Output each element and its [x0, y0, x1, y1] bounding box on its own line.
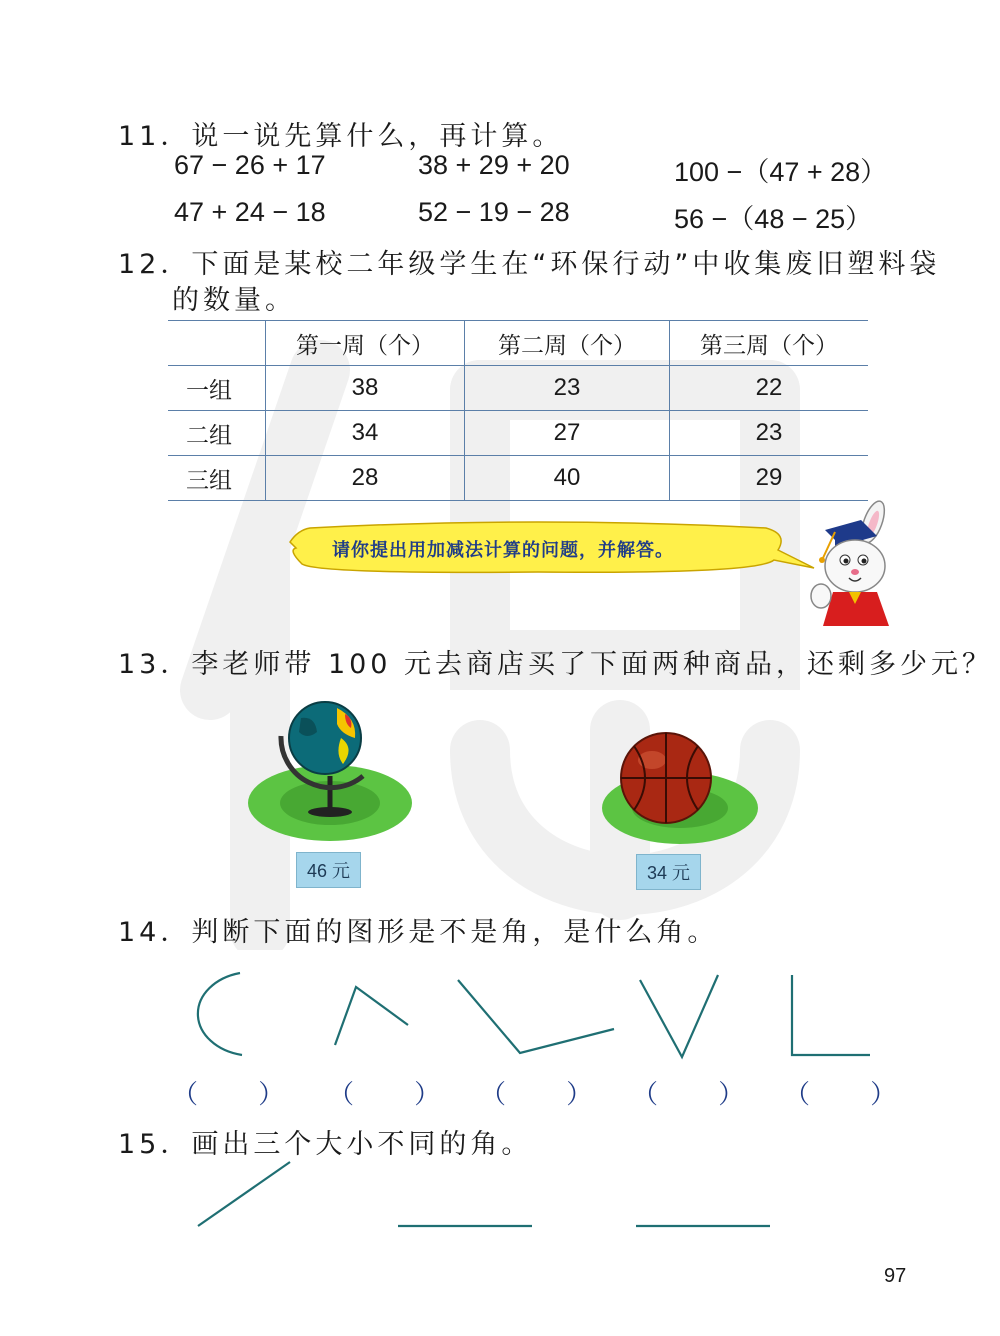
drawing-rays: [190, 1158, 780, 1234]
question-13-title: 13．李老师带 100 元去商店买了下面两种商品，还剩多少元？: [118, 649, 994, 680]
expression-11-4: 47 + 24 − 18: [174, 197, 326, 227]
table-row-label: 三组: [168, 456, 266, 501]
question-15-title: 15．画出三个大小不同的角。: [118, 1129, 533, 1160]
table-cell: 28: [266, 456, 465, 501]
table-cell: 38: [266, 366, 465, 411]
answer-blank-4[interactable]: （ ）: [632, 1080, 771, 1110]
question-14-title: 14．判断下面的图形是不是角，是什么角。: [118, 917, 719, 948]
price-label-globe: 46 元: [296, 852, 361, 888]
angle-shape-3: [458, 980, 614, 1053]
table-cell: 40: [465, 456, 670, 501]
table-row: [168, 411, 868, 456]
angle-shape-5: [792, 975, 870, 1055]
table-row: [168, 456, 868, 501]
expression-11-1: 67 − 26 + 17: [174, 150, 326, 180]
question-12-title-line1: 12．下面是某校二年级学生在“环保行动”中收集废旧塑料袋: [118, 249, 941, 280]
table-cell: 34: [266, 411, 465, 456]
table-header-cell: [168, 321, 266, 366]
table-cell: 29: [670, 456, 869, 501]
table-cell: 27: [465, 411, 670, 456]
question-12-title-line2: 的数量。: [172, 285, 296, 316]
table-row-label: 一组: [168, 366, 266, 411]
globe-icon: [245, 698, 415, 848]
ray-1: [198, 1162, 290, 1226]
table-cell: 22: [670, 366, 869, 411]
data-table: [168, 320, 868, 501]
table-header-cell: 第二周（个）: [465, 321, 670, 366]
table-cell: 23: [465, 366, 670, 411]
answer-blank-1[interactable]: （ ）: [172, 1080, 311, 1110]
table-header-cell: 第三周（个）: [670, 321, 869, 366]
table-header-row: [168, 321, 868, 366]
curve-shape-1: [198, 973, 242, 1055]
page-number: 97: [884, 1265, 907, 1287]
answer-blank-5[interactable]: （ ）: [784, 1080, 923, 1110]
speech-bubble-text: 请你提出用加减法计算的问题，并解答。: [332, 540, 674, 561]
angle-shapes: [170, 965, 880, 1065]
table-row-label: 二组: [168, 411, 266, 456]
expression-11-2: 38 + 29 + 20: [418, 150, 570, 180]
expression-11-5: 52 − 19 − 28: [418, 197, 570, 227]
table-header-cell: 第一周（个）: [266, 321, 465, 366]
expression-11-6: 56 −（48 − 25）: [674, 204, 873, 234]
angle-shape-4: [640, 975, 718, 1057]
answer-blank-3[interactable]: （ ）: [480, 1080, 619, 1110]
question-11-title: 11．说一说先算什么，再计算。: [118, 121, 564, 152]
table-row: [168, 366, 868, 411]
table-cell: 23: [670, 411, 869, 456]
basketball-icon: [600, 732, 760, 844]
rabbit-mascot-icon: [805, 500, 915, 630]
angle-shape-2: [335, 987, 408, 1045]
expression-11-3: 100 −（47 + 28）: [674, 157, 888, 187]
answer-blank-2[interactable]: （ ）: [328, 1080, 467, 1110]
price-label-basketball: 34 元: [636, 854, 701, 890]
